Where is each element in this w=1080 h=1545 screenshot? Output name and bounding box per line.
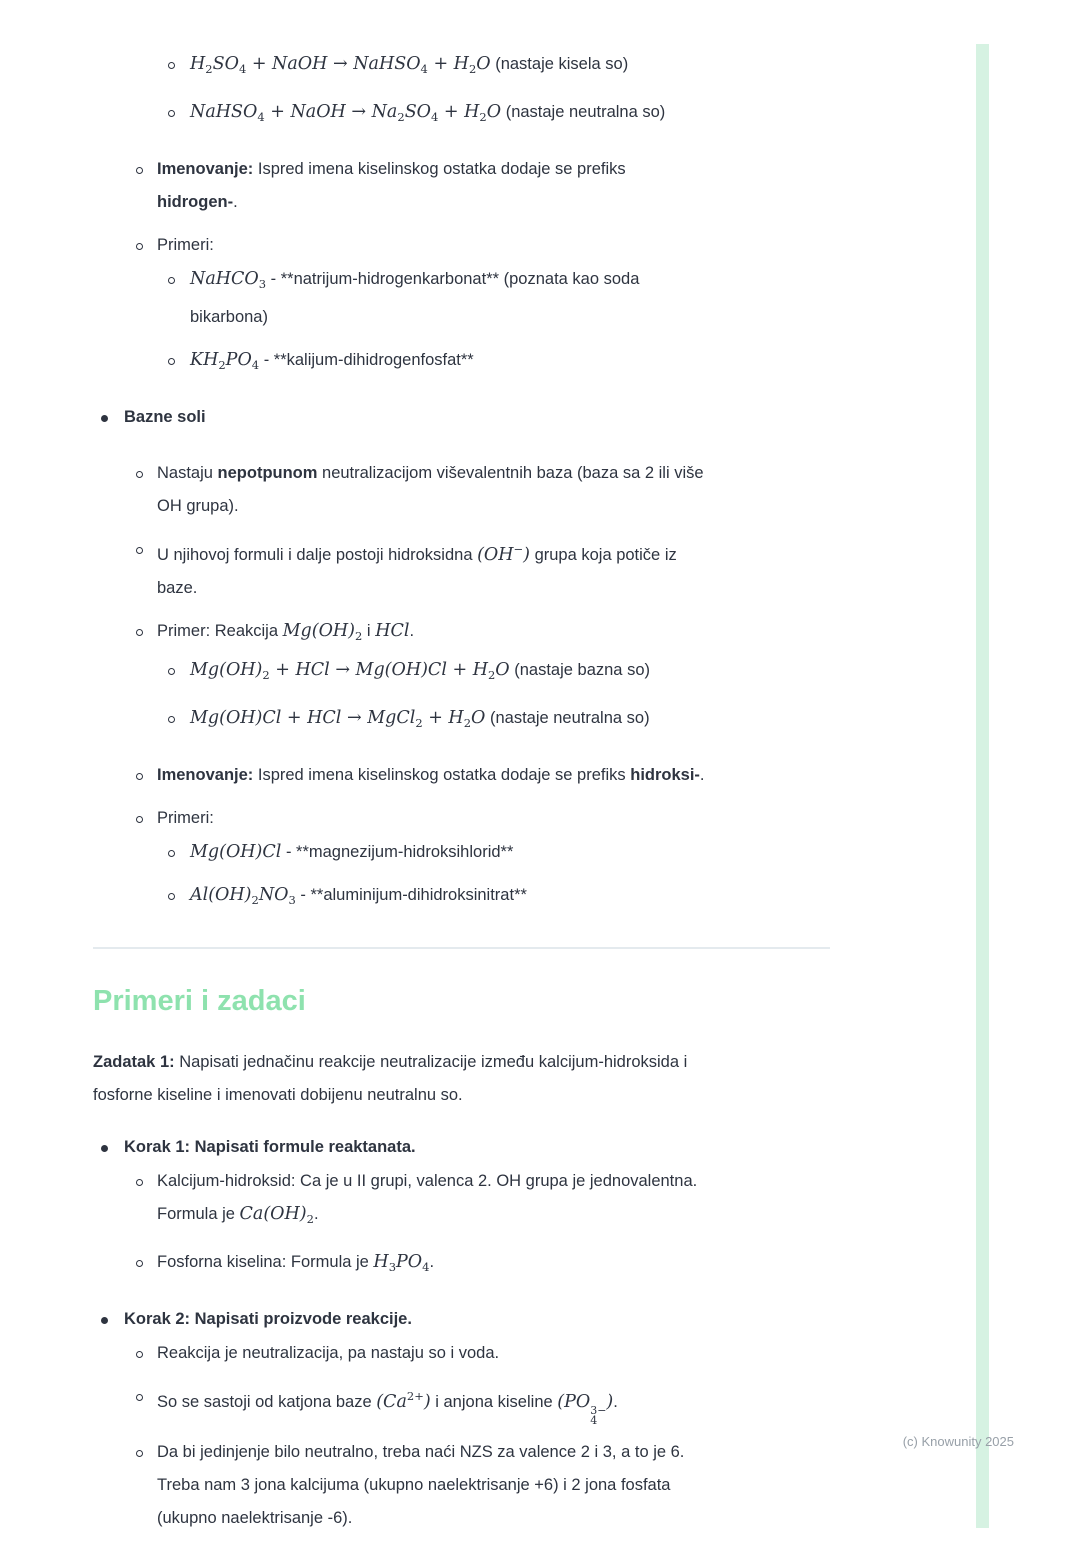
list-item <box>93 1131 838 1164</box>
bold-text-segment: Korak 2: Napisati proizvode reakcije. <box>124 1310 412 1328</box>
list-item-text <box>157 1389 618 1427</box>
bullet-circle-marker <box>168 277 175 284</box>
math-segment: O <box>486 102 502 122</box>
math-segment: KH <box>190 350 219 370</box>
bullet-circle-marker <box>168 62 175 69</box>
math-segment: (OH <box>477 545 514 565</box>
math-subscript: 4 <box>420 62 428 76</box>
list-item <box>93 759 838 792</box>
bold-text-segment: hidroksi- <box>630 766 700 784</box>
list-item-text <box>157 1252 435 1274</box>
text-segment: baze. <box>157 579 198 597</box>
list-item-text <box>190 660 650 682</box>
list-item-text <box>157 809 214 827</box>
list-item <box>93 533 838 605</box>
list-item <box>93 1337 838 1370</box>
list-item-text <box>190 102 666 124</box>
bullet-disc-marker <box>101 1317 108 1324</box>
text-segment: U njihovoj formuli i dalje postoji hidroksidna <box>157 546 478 564</box>
bold-text-segment: nepotpunom <box>217 464 318 482</box>
list-item <box>93 1436 838 1535</box>
kisele-soli-list <box>93 48 838 917</box>
list-item <box>93 879 838 917</box>
math-segment: Mg(OH)Cl <box>190 842 282 862</box>
text-segment: (nastaje neutralna so) <box>501 103 666 121</box>
math-segment: NO <box>258 885 289 905</box>
bold-text-segment: Bazne soli <box>124 408 206 426</box>
math-subscript: 2 <box>479 110 487 124</box>
right-accent-stripe <box>976 44 989 1528</box>
list-item <box>93 802 838 835</box>
math-superscript: 3− <box>590 1404 607 1417</box>
text-segment: . <box>313 1205 319 1223</box>
text-segment: . <box>613 1393 618 1411</box>
math-segment: H <box>190 54 206 74</box>
math-segment: Mg(OH) <box>282 621 356 641</box>
text-segment: (nastaje bazna so) <box>509 661 650 679</box>
math-segment: NaHSO <box>190 102 258 122</box>
zadatak-koraci-list <box>93 1131 838 1535</box>
text-segment: Ispred imena kiselinskog ostatka dodaje se prefiks <box>253 160 626 178</box>
task-paragraph <box>93 1046 838 1112</box>
math-subscript: 3 <box>288 893 296 907</box>
list-item <box>93 263 838 334</box>
list-item <box>93 96 838 134</box>
list-item-text <box>124 408 206 426</box>
bullet-disc-marker <box>101 1145 108 1152</box>
bold-text-segment: Imenovanje: <box>157 160 254 178</box>
math-segment: ) <box>423 1392 431 1412</box>
copyright-text: (c) Knowunity 2025 <box>902 1434 1014 1449</box>
math-segment: (Ca <box>376 1392 407 1412</box>
math-segment: ) <box>523 545 530 565</box>
text-segment: . <box>429 1253 435 1271</box>
text-segment: - **kalijum-dihidrogenfosfat** <box>259 351 474 369</box>
bullet-circle-marker <box>168 110 175 117</box>
math-segment: O <box>476 54 491 74</box>
list-item-text <box>124 1138 416 1156</box>
bullet-circle-marker <box>136 1179 143 1186</box>
math-subscript: 3 <box>388 1260 397 1274</box>
math-subscript: 2 <box>463 716 472 730</box>
text-segment: neutralizacijom viševalentnih baza (baza sa 2 ili više <box>317 464 704 482</box>
text-segment: Da bi jedinjenje bilo neutralno, treba naći NZS za valence 2 i 3, a to je 6. <box>157 1443 685 1461</box>
math-subscript: 4 <box>590 1414 598 1427</box>
math-superscript: 2+ <box>406 1389 424 1403</box>
math-segment: (PO <box>557 1392 591 1412</box>
bullet-circle-marker <box>168 668 175 675</box>
bullet-circle-marker <box>168 716 175 723</box>
bullet-circle-marker <box>136 243 143 250</box>
text-segment: Kalcijum-hidroksid: Ca je u II grupi, valenca 2. OH grupa je jednovalentna. <box>157 1172 698 1190</box>
bullet-circle-marker <box>136 547 143 554</box>
text-segment: . <box>409 622 415 640</box>
list-item <box>93 615 838 653</box>
bullet-circle-marker <box>136 816 143 823</box>
bold-text-segment: Korak 1: Napisati formule reaktanata. <box>124 1138 416 1156</box>
math-subscript: 2 <box>262 668 270 682</box>
text-segment: i anjona kiseline <box>430 1393 558 1411</box>
bullet-circle-marker <box>136 773 143 780</box>
math-subscript: 2 <box>218 358 226 372</box>
list-item-text <box>190 54 629 76</box>
text-segment: grupa koja potiče iz <box>529 546 677 564</box>
math-subscript: 4 <box>238 62 247 76</box>
text-segment: Primeri: <box>157 809 214 827</box>
bullet-circle-marker <box>136 1450 143 1457</box>
math-segment: O <box>495 660 510 680</box>
text-segment: - **aluminijum-dihidroksinitrat** <box>295 886 527 904</box>
text-segment: i <box>362 622 376 640</box>
bold-text-segment: hidrogen- <box>157 193 234 211</box>
math-segment: NaHCO <box>190 269 259 289</box>
text-segment: Napisati jednačinu reakcije neutralizacije između kalcijum-hidroksida i <box>174 1053 688 1071</box>
math-subscript: 2 <box>251 893 259 907</box>
list-item <box>93 654 838 692</box>
list-item <box>93 401 838 434</box>
list-item-text <box>157 236 214 254</box>
bullet-circle-marker <box>136 1260 143 1267</box>
text-segment: - **natrijum-hidrogenkarbonat** (poznata kao soda <box>266 270 640 288</box>
math-subscript: 4 <box>257 110 265 124</box>
math-subscript: 2 <box>468 62 477 76</box>
list-item-text <box>190 885 527 907</box>
text-segment: So se sastoji od katjona baze <box>157 1393 377 1411</box>
list-item-text <box>157 1443 684 1527</box>
math-segment: SO <box>404 102 432 122</box>
bullet-disc-marker <box>101 415 108 422</box>
math-segment: Mg(OH) <box>190 660 263 680</box>
math-segment: + H <box>438 102 480 122</box>
math-subscript: 3 <box>258 277 267 291</box>
math-subscript: 2 <box>355 629 363 643</box>
section-heading: Primeri i zadaci <box>93 985 306 1017</box>
text-segment: Treba nam 3 jona kalcijuma (ukupno naelektrisanje +6) i 2 jona fosfata <box>157 1476 671 1494</box>
math-subscript: 4 <box>431 110 439 124</box>
math-superscript: − <box>513 542 524 556</box>
list-item-text <box>190 843 513 861</box>
math-subscript: 2 <box>415 716 423 730</box>
math-segment: PO <box>225 350 252 370</box>
bold-text-segment: Imenovanje: <box>157 766 254 784</box>
text-segment: (nastaje neutralna so) <box>485 709 650 727</box>
bullet-circle-marker <box>168 893 175 900</box>
list-item <box>93 344 838 382</box>
math-segment: SO <box>212 54 239 74</box>
list-item <box>93 1246 838 1284</box>
math-segment: Al(OH) <box>190 885 252 905</box>
text-segment: Nastaju <box>157 464 218 482</box>
list-item <box>93 229 838 262</box>
list-item-text <box>190 708 650 730</box>
math-segment: + HCl → Mg(OH)Cl + H <box>269 660 488 680</box>
math-subscript: 2 <box>487 668 496 682</box>
bullet-circle-marker <box>136 167 143 174</box>
math-segment: + H <box>422 708 464 728</box>
math-segment: + NaOH → NaHSO <box>246 54 421 74</box>
list-item <box>93 1303 838 1336</box>
list-item <box>93 48 838 86</box>
list-item-text <box>124 1310 412 1328</box>
list-item-text <box>157 621 415 643</box>
bullet-circle-marker <box>136 1351 143 1358</box>
text-segment: Primer: Reakcija <box>157 622 283 640</box>
math-segment: H <box>373 1252 389 1272</box>
math-subscript: 4 <box>422 1260 430 1274</box>
text-segment: Fosforna kiselina: Formula je <box>157 1253 374 1271</box>
math-segment: + NaOH → Na <box>264 102 398 122</box>
list-item-text <box>157 766 705 784</box>
text-segment: (nastaje kisela so) <box>490 55 629 73</box>
list-item <box>93 702 838 740</box>
math-subscript: 4 <box>251 358 260 372</box>
bullet-circle-marker <box>168 358 175 365</box>
text-segment: . <box>233 193 238 211</box>
math-subscript: 2 <box>397 110 405 124</box>
bullet-circle-marker <box>136 471 143 478</box>
list-item-text <box>157 1172 698 1226</box>
list-item-text <box>190 350 474 372</box>
text-segment: Ispred imena kiselinskog ostatka dodaje se prefiks <box>253 766 631 784</box>
bullet-circle-marker <box>136 1394 143 1401</box>
list-item <box>93 1165 838 1236</box>
text-segment: fosforne kiseline i imenovati dobijenu neutralnu so. <box>93 1086 463 1104</box>
list-item-text <box>157 160 626 211</box>
bold-text-segment: Zadatak 1: <box>93 1053 175 1071</box>
math-segment: Mg(OH)Cl + HCl → MgCl <box>190 708 416 728</box>
text-segment: . <box>699 766 705 784</box>
math-subscript: 2 <box>306 1212 314 1226</box>
math-sub-sup <box>590 1406 606 1426</box>
list-item <box>93 457 838 523</box>
text-segment: (ukupno naelektrisanje -6). <box>157 1509 353 1527</box>
text-segment: Primeri: <box>157 236 214 254</box>
list-item <box>93 836 838 869</box>
math-segment: O <box>471 708 486 728</box>
text-segment: Formula je <box>157 1205 240 1223</box>
list-item-text <box>190 270 639 326</box>
list-item <box>93 153 838 219</box>
math-segment: Ca(OH) <box>239 1204 307 1224</box>
math-segment: + H <box>427 54 469 74</box>
math-segment: ) <box>606 1392 614 1412</box>
text-segment: - **magnezijum-hidroksihlorid** <box>281 843 514 861</box>
list-item-text <box>157 1344 499 1362</box>
list-item-text <box>157 464 704 515</box>
math-segment: PO <box>396 1252 423 1272</box>
list-item <box>93 1380 838 1426</box>
bullet-circle-marker <box>168 850 175 857</box>
section-divider <box>93 947 830 949</box>
list-item-text <box>157 542 677 597</box>
math-subscript: 2 <box>205 62 213 76</box>
text-segment: OH grupa). <box>157 497 239 515</box>
math-segment: HCl <box>375 621 410 641</box>
text-segment: Reakcija je neutralizacija, pa nastaju so i voda. <box>157 1344 500 1362</box>
document-content <box>93 0 838 1545</box>
bullet-circle-marker <box>136 629 143 636</box>
text-segment: bikarbona) <box>190 308 268 326</box>
